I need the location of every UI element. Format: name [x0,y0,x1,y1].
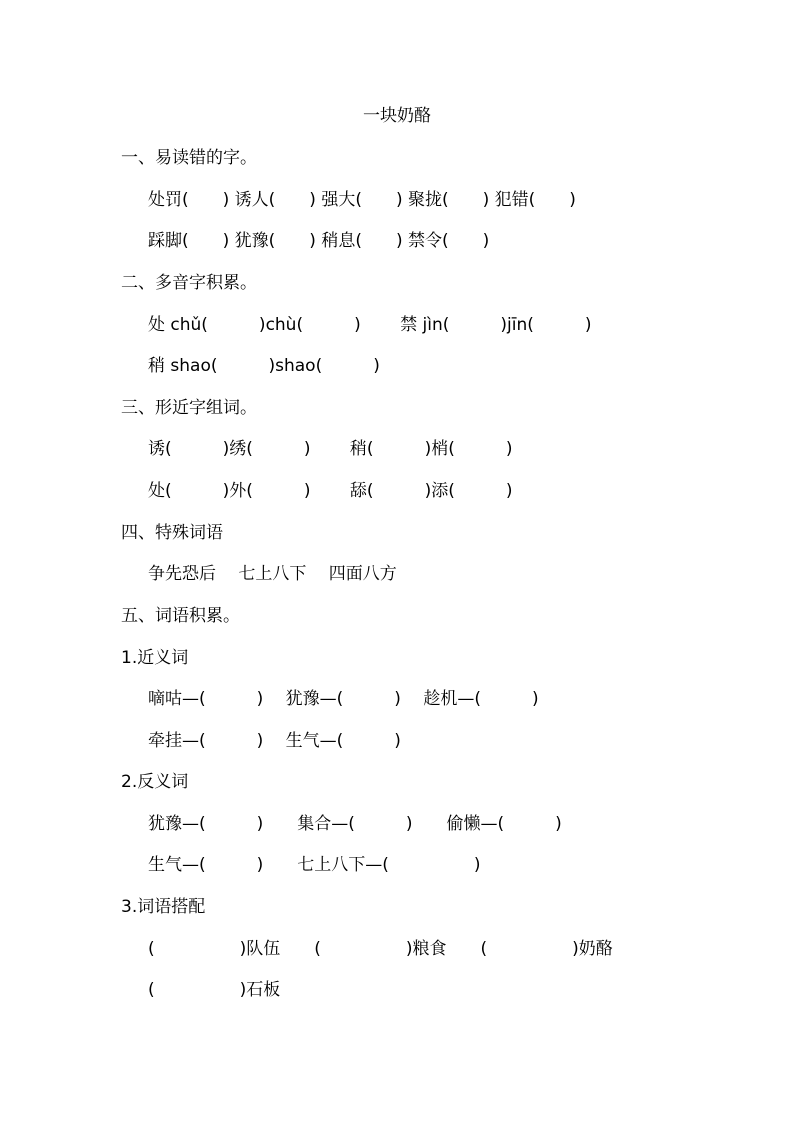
section-3-heading: 三、形近字组词。 [121,398,257,418]
antonyms-row-1: 犹豫—( ) 集合—( ) 偷懒—( ) [148,814,562,834]
section-5-heading: 五、词语积累。 [121,606,240,626]
collocation-row-2: ( )石板 [148,980,281,1000]
section-1-heading: 一、易读错的字。 [121,148,257,168]
synonyms-heading: 1.近义词 [121,648,189,668]
section-4-heading: 四、特殊词语 [121,523,223,543]
synonyms-row-2: 牵挂—( ) 生气—( ) [148,731,401,751]
section-1-row-1: 处罚( ) 诱人( ) 强大( ) 聚拢( ) 犯错( ) [148,190,576,210]
section-3-row-1: 诱( )绣( ) 稍( )梢( ) [148,439,513,459]
section-1-row-2: 踩脚( ) 犹豫( ) 稍息( ) 禁令( ) [148,231,490,251]
collocation-heading: 3.词语搭配 [121,897,206,917]
page-title: 一块奶酪 [363,106,431,126]
collocation-row-1: ( )队伍 ( )粮食 ( )奶酪 [148,939,613,959]
section-2-row-2: 稍 shao( )shao( ) [148,356,380,376]
section-2-heading: 二、多音字积累。 [121,273,257,293]
section-4-row-1: 争先恐后 七上八下 四面八方 [148,564,397,584]
antonyms-heading: 2.反义词 [121,772,189,792]
section-2-row-1: 处 chǔ( )chù( ) 禁 jìn( )jīn( ) [148,315,592,335]
synonyms-row-1: 嘀咕—( ) 犹豫—( ) 趁机—( ) [148,689,539,709]
antonyms-row-2: 生气—( ) 七上八下—( ) [148,855,481,875]
section-3-row-2: 处( )外( ) 舔( )添( ) [148,481,513,501]
